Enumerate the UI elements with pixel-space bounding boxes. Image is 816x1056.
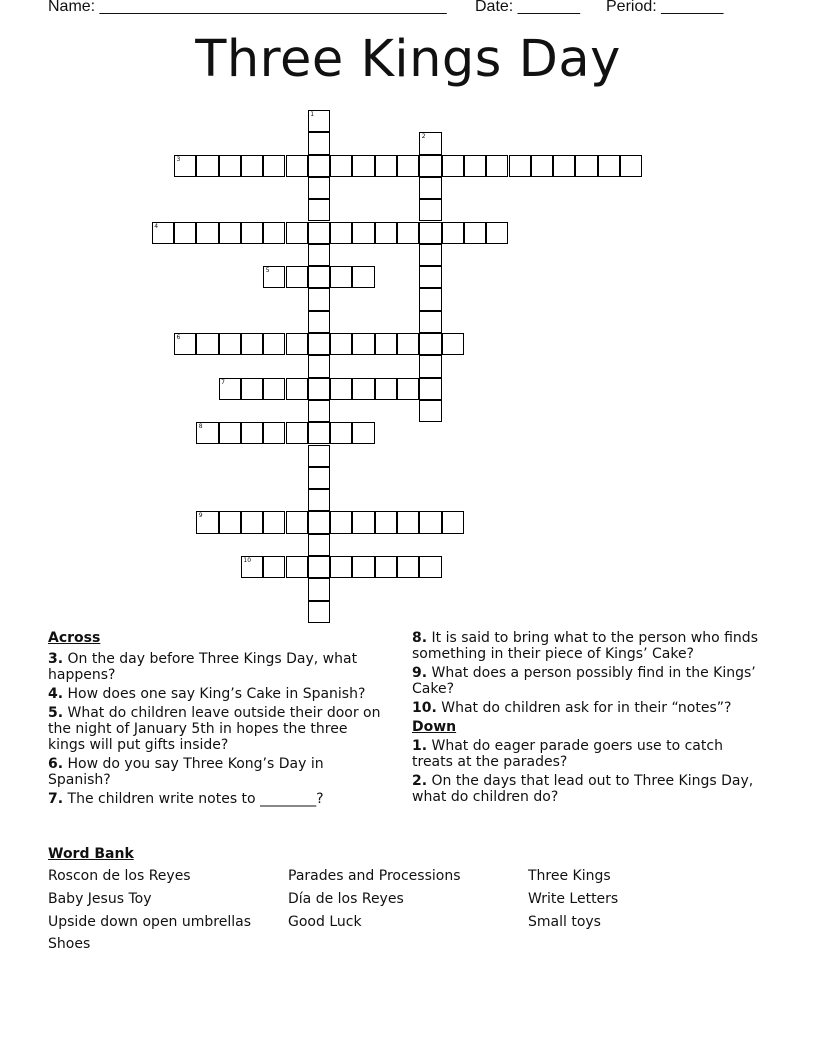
- grid-cell[interactable]: [419, 333, 441, 355]
- grid-cell[interactable]: [308, 489, 330, 511]
- grid-cell[interactable]: [196, 333, 218, 355]
- grid-cell[interactable]: [286, 155, 308, 177]
- grid-cell[interactable]: [442, 222, 464, 244]
- clue-across-6: 6. How do you say Three Kong’s Day in Spanish?: [48, 756, 324, 788]
- grid-cell[interactable]: [375, 155, 397, 177]
- grid-cell[interactable]: [308, 422, 330, 444]
- grid-cell[interactable]: [442, 333, 464, 355]
- grid-cell[interactable]: [286, 422, 308, 444]
- grid-cell[interactable]: [419, 355, 441, 377]
- grid-cell[interactable]: [419, 378, 441, 400]
- grid-cell[interactable]: [308, 266, 330, 288]
- grid-cell[interactable]: [241, 511, 263, 533]
- grid-cell[interactable]: [464, 155, 486, 177]
- grid-cell[interactable]: [308, 601, 330, 623]
- grid-cell[interactable]: [575, 155, 597, 177]
- grid-cell[interactable]: [419, 400, 441, 422]
- grid-cell[interactable]: [308, 534, 330, 556]
- grid-cell[interactable]: [397, 556, 419, 578]
- grid-cell[interactable]: [419, 155, 441, 177]
- grid-cell[interactable]: [352, 511, 374, 533]
- grid-cell[interactable]: [263, 266, 285, 288]
- period-field[interactable]: Period: _______: [606, 0, 724, 15]
- word-bank-item: Baby Jesus Toy: [48, 891, 152, 907]
- grid-cell[interactable]: [553, 155, 575, 177]
- grid-cell[interactable]: [419, 511, 441, 533]
- grid-cell[interactable]: [419, 244, 441, 266]
- cell-number: 3: [176, 155, 181, 163]
- word-bank-item: Parades and Processions: [288, 868, 461, 884]
- grid-cell[interactable]: [241, 222, 263, 244]
- grid-cell[interactable]: [263, 556, 285, 578]
- clue-across-5: 5. What do children leave outside their door on the night of January 5th in hopes the three kings will put gifts inside?: [48, 705, 381, 753]
- cell-number: 1: [310, 111, 315, 118]
- grid-cell[interactable]: [509, 155, 531, 177]
- grid-cell[interactable]: [263, 378, 285, 400]
- grid-cell[interactable]: [375, 556, 397, 578]
- grid-cell[interactable]: [308, 222, 330, 244]
- across-heading: Across: [48, 630, 101, 646]
- grid-cell[interactable]: [308, 378, 330, 400]
- grid-cell[interactable]: [263, 333, 285, 355]
- grid-cell[interactable]: [397, 155, 419, 177]
- grid-cell[interactable]: [286, 222, 308, 244]
- cell-number: 8: [198, 423, 203, 431]
- grid-cell[interactable]: [352, 333, 374, 355]
- grid-cell[interactable]: [308, 556, 330, 578]
- grid-cell[interactable]: [397, 222, 419, 244]
- grid-cell[interactable]: [219, 155, 241, 177]
- grid-cell[interactable]: [196, 422, 218, 444]
- grid-cell[interactable]: [308, 467, 330, 489]
- grid-cell[interactable]: [241, 422, 263, 444]
- grid-cell[interactable]: [442, 511, 464, 533]
- grid-cell[interactable]: [174, 155, 196, 177]
- across-clues-col1: [48, 630, 388, 810]
- grid-cell[interactable]: [352, 266, 374, 288]
- grid-cell[interactable]: [330, 378, 352, 400]
- cell-number: 7: [221, 378, 225, 386]
- grid-cell[interactable]: [375, 511, 397, 533]
- grid-cell[interactable]: [419, 222, 441, 244]
- cell-number: 5: [265, 267, 270, 275]
- grid-cell[interactable]: [308, 110, 330, 132]
- grid-cell[interactable]: [397, 511, 419, 533]
- grid-cell[interactable]: [174, 222, 196, 244]
- grid-cell[interactable]: [419, 556, 441, 578]
- clue-across-9: 9. What does a person possibly find in the Kings’ Cake?: [412, 665, 756, 697]
- word-bank-item: Upside down open umbrellas: [48, 914, 251, 930]
- grid-cell[interactable]: [308, 578, 330, 600]
- clue-down-1: 1. What do eager parade goers use to catch treats at the parades?: [412, 738, 723, 770]
- grid-cell[interactable]: [308, 445, 330, 467]
- grid-cell[interactable]: [241, 378, 263, 400]
- word-bank-item: Día de los Reyes: [288, 891, 404, 907]
- word-bank-item: Roscon de los Reyes: [48, 868, 191, 884]
- grid-cell[interactable]: [241, 556, 263, 578]
- cell-number: 10: [243, 557, 252, 564]
- grid-cell[interactable]: [330, 511, 352, 533]
- grid-cell[interactable]: [174, 333, 196, 355]
- grid-cell[interactable]: [308, 288, 330, 310]
- grid-cell[interactable]: [352, 378, 374, 400]
- grid-cell[interactable]: [419, 311, 441, 333]
- grid-cell[interactable]: [286, 556, 308, 578]
- grid-cell[interactable]: [308, 155, 330, 177]
- cell-number: 6: [176, 334, 181, 341]
- down-heading: Down: [412, 719, 457, 735]
- cell-number: 9: [198, 512, 203, 520]
- grid-cell[interactable]: [196, 511, 218, 533]
- grid-cell[interactable]: [486, 155, 508, 177]
- grid-cell[interactable]: [352, 222, 374, 244]
- word-bank: [48, 846, 768, 966]
- grid-cell[interactable]: [308, 177, 330, 199]
- grid-cell[interactable]: [419, 132, 441, 154]
- grid-cell[interactable]: [286, 333, 308, 355]
- grid-cell[interactable]: [219, 378, 241, 400]
- grid-cell[interactable]: [308, 244, 330, 266]
- word-bank-heading: Word Bank: [48, 846, 134, 862]
- grid-cell[interactable]: [263, 511, 285, 533]
- grid-cell[interactable]: [286, 378, 308, 400]
- clues-col2: [412, 630, 762, 808]
- word-bank-item: Small toys: [528, 914, 601, 930]
- cell-number: 2: [421, 133, 426, 141]
- grid-cell[interactable]: [241, 333, 263, 355]
- grid-cell[interactable]: [286, 266, 308, 288]
- word-bank-item: Shoes: [48, 936, 91, 952]
- grid-cell[interactable]: [330, 333, 352, 355]
- cell-number: 4: [154, 222, 159, 230]
- clue-across-4: 4. How does one say King’s Cake in Spanish?: [48, 686, 366, 702]
- grid-cell[interactable]: [308, 199, 330, 221]
- grid-cell[interactable]: [598, 155, 620, 177]
- grid-cell[interactable]: [219, 333, 241, 355]
- grid-cell[interactable]: [308, 132, 330, 154]
- clue-down-2: 2. On the days that lead out to Three Kings Day, what do children do?: [412, 773, 754, 805]
- grid-cell[interactable]: [330, 222, 352, 244]
- grid-cell[interactable]: [330, 155, 352, 177]
- clue-across-7: 7. The children write notes to ________?: [48, 791, 324, 807]
- word-bank-item: Write Letters: [528, 891, 619, 907]
- grid-cell[interactable]: [219, 511, 241, 533]
- grid-cell[interactable]: [219, 222, 241, 244]
- grid-cell[interactable]: [375, 378, 397, 400]
- grid-cell[interactable]: [263, 155, 285, 177]
- grid-cell[interactable]: [308, 355, 330, 377]
- word-bank-item: Three Kings: [528, 868, 611, 884]
- grid-cell[interactable]: [330, 422, 352, 444]
- grid-cell[interactable]: [486, 222, 508, 244]
- grid-cell[interactable]: [308, 511, 330, 533]
- grid-cell[interactable]: [330, 266, 352, 288]
- grid-cell[interactable]: [375, 333, 397, 355]
- grid-cell[interactable]: [308, 400, 330, 422]
- grid-cell[interactable]: [352, 155, 374, 177]
- grid-cell[interactable]: [241, 155, 263, 177]
- grid-cell[interactable]: [464, 222, 486, 244]
- grid-cell[interactable]: [397, 378, 419, 400]
- grid-cell[interactable]: [196, 155, 218, 177]
- clue-across-8: 8. It is said to bring what to the person who finds something in their piece of Kings’ Cake?: [412, 630, 758, 662]
- grid-cell[interactable]: [308, 333, 330, 355]
- grid-cell[interactable]: [352, 422, 374, 444]
- grid-cell[interactable]: [219, 422, 241, 444]
- clue-across-10: 10. What do children ask for in their “notes”?: [412, 700, 732, 716]
- word-bank-item: Good Luck: [288, 914, 362, 930]
- grid-cell[interactable]: [419, 199, 441, 221]
- grid-cell[interactable]: [152, 222, 174, 244]
- grid-cell[interactable]: [263, 222, 285, 244]
- grid-cell[interactable]: [330, 556, 352, 578]
- grid-cell[interactable]: [397, 333, 419, 355]
- grid-cell[interactable]: [308, 311, 330, 333]
- grid-cell[interactable]: [442, 155, 464, 177]
- grid-cell[interactable]: [286, 511, 308, 533]
- grid-cell[interactable]: [419, 177, 441, 199]
- grid-cell[interactable]: [196, 222, 218, 244]
- grid-cell[interactable]: [531, 155, 553, 177]
- grid-cell[interactable]: [263, 422, 285, 444]
- grid-cell[interactable]: [620, 155, 642, 177]
- grid-cell[interactable]: [419, 288, 441, 310]
- name-field[interactable]: Name: _______________________________________: [48, 0, 447, 15]
- grid-cell[interactable]: [419, 266, 441, 288]
- grid-cell[interactable]: [375, 222, 397, 244]
- clue-across-3: 3. On the day before Three Kings Day, what happens?: [48, 651, 358, 683]
- date-field[interactable]: Date: _______: [475, 0, 580, 15]
- page-title: Three Kings Day: [195, 30, 621, 89]
- grid-cell[interactable]: [352, 556, 374, 578]
